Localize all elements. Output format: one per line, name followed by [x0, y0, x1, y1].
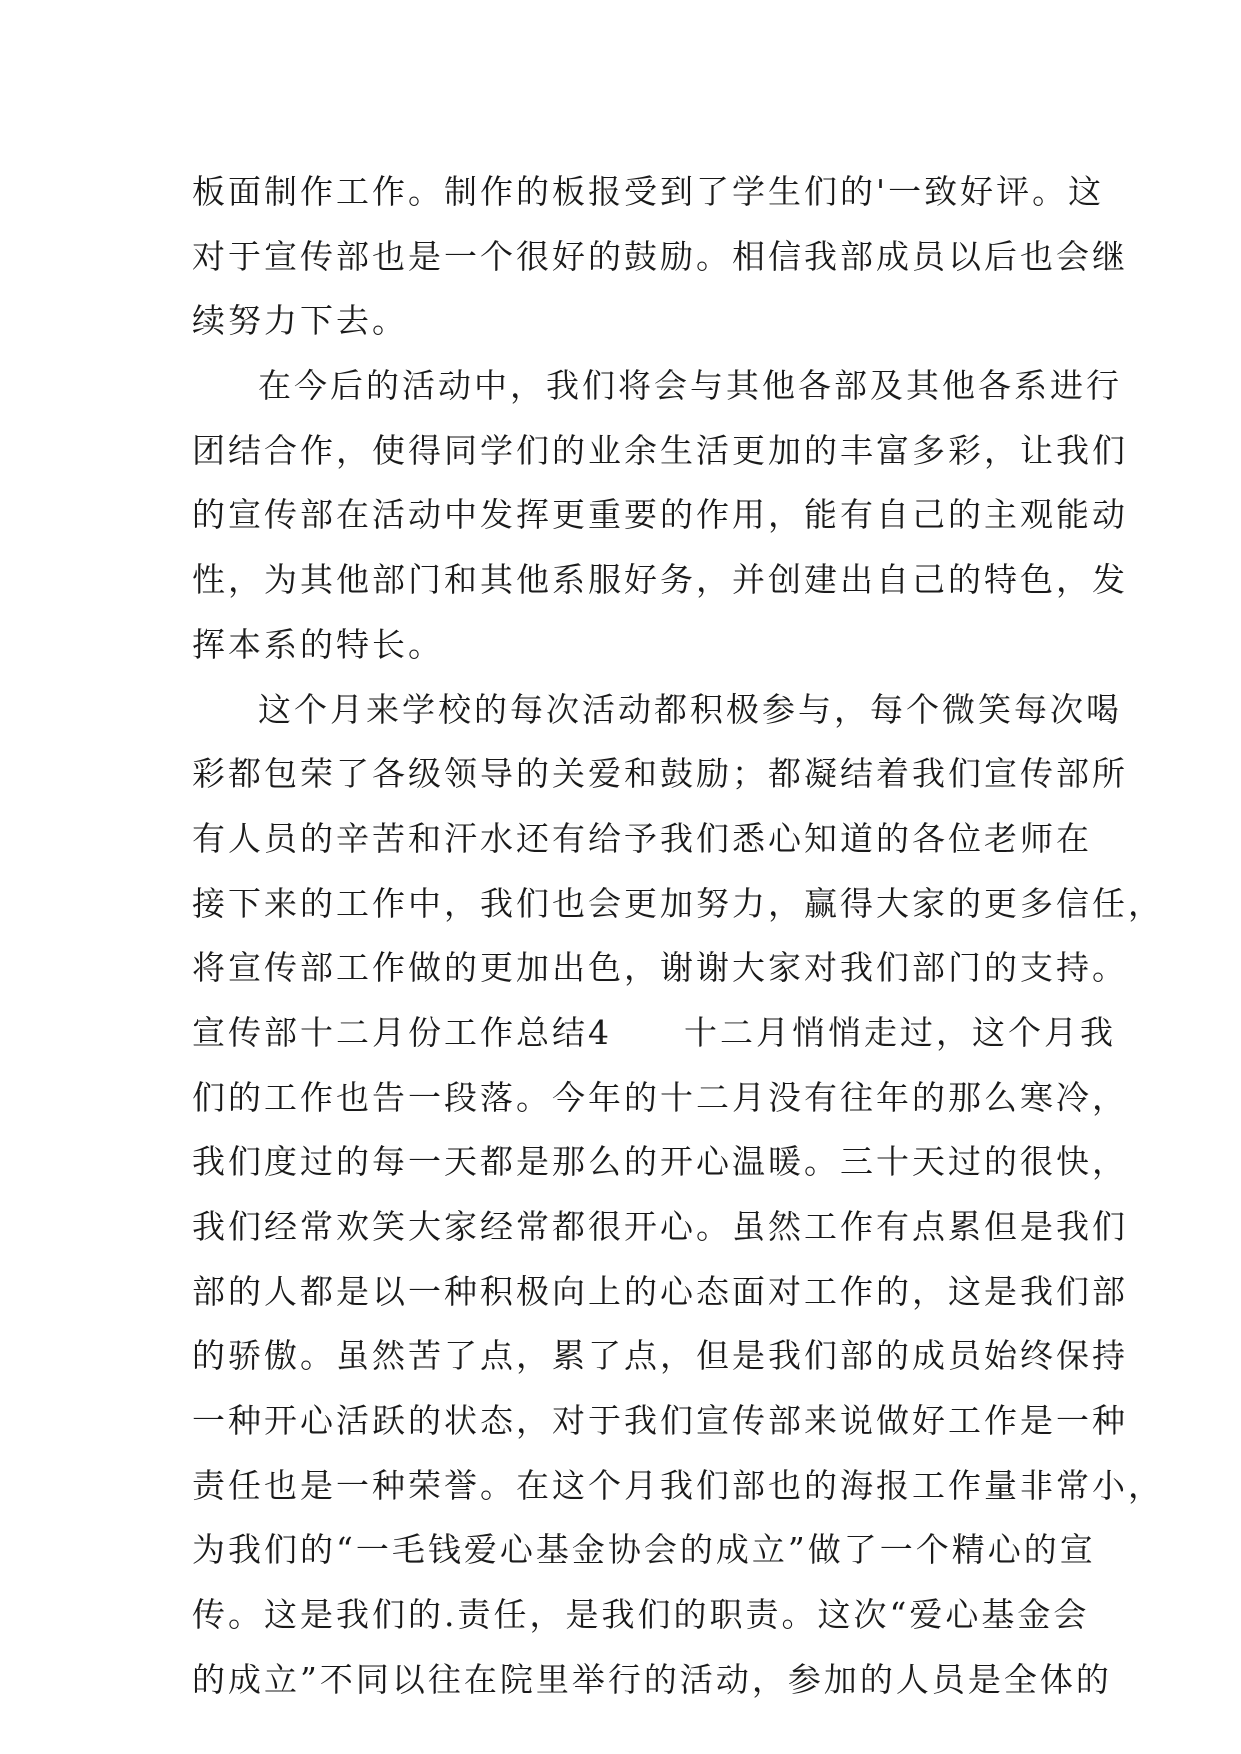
text-line-20: 一种开心活跃的状态，对于我们宣传部来说做好工作是一种 [192, 1401, 1128, 1441]
text-line-24: 的成立”不同以往在院里举行的活动，参加的人员是全体的 [192, 1659, 1112, 1699]
text-line-15: 们的工作也告一段落。今年的十二月没有往年的那么寒冷， [192, 1077, 1128, 1117]
text-line-6: 的宣传部在活动中发挥更重要的作用，能有自己的主观能动 [192, 495, 1128, 535]
text-line-21: 责任也是一种荣誉。在这个月我们部也的海报工作量非常小， [192, 1465, 1164, 1505]
text-line-2: 对于宣传部也是一个很好的鼓励。相信我部成员以后也会继 [192, 236, 1128, 276]
text-line-9: 这个月来学校的每次活动都积极参与，每个微笑每次喝 [258, 689, 1122, 729]
text-line-13: 将宣传部工作做的更加出色，谢谢大家对我们部门的支持。 [192, 948, 1128, 988]
text-line-4: 在今后的活动中，我们将会与其他各部及其他各系进行 [258, 366, 1122, 406]
text-line-5: 团结合作，使得同学们的业余生活更加的丰富多彩，让我们 [192, 430, 1128, 470]
text-line-18: 部的人都是以一种积极向上的心态面对工作的，这是我们部 [192, 1271, 1128, 1311]
text-line-10: 彩都包荣了各级领导的关爱和鼓励；都凝结着我们宣传部所 [192, 754, 1128, 794]
section-heading-line: 宣传部十二月份工作总结4 十二月悄悄走过，这个月我 [192, 1012, 1116, 1052]
text-line-8: 挥本系的特长。 [192, 624, 444, 664]
text-line-17: 我们经常欢笑大家经常都很开心。虽然工作有点累但是我们 [192, 1207, 1128, 1246]
body-text [192, 160, 1164, 1713]
text-line-1: 板面制作工作。制作的板报受到了学生们的'一致好评。这 [192, 172, 1105, 211]
text-line-23: 传。这是我们的.责任，是我们的职责。这次“爱心基金会 [192, 1595, 1090, 1635]
text-line-22: 为我们的“一毛钱爱心基金协会的成立”做了一个精心的宣 [192, 1530, 1096, 1570]
text-line-19: 的骄傲。虽然苦了点，累了点，但是我们部的成员始终保持 [192, 1336, 1128, 1376]
text-line-7: 性，为其他部门和其他系服好务，并创建出自己的特色，发 [192, 560, 1128, 600]
text-line-16: 我们度过的每一天都是那么的开心温暖。三十天过的很快， [192, 1142, 1128, 1182]
text-line-11: 有人员的辛苦和汗水还有给予我们悉心知道的各位老师在 [192, 818, 1092, 858]
text-line-3: 续努力下去。 [192, 301, 408, 341]
text-line-12: 接下来的工作中，我们也会更加努力，赢得大家的更多信任， [192, 883, 1164, 923]
